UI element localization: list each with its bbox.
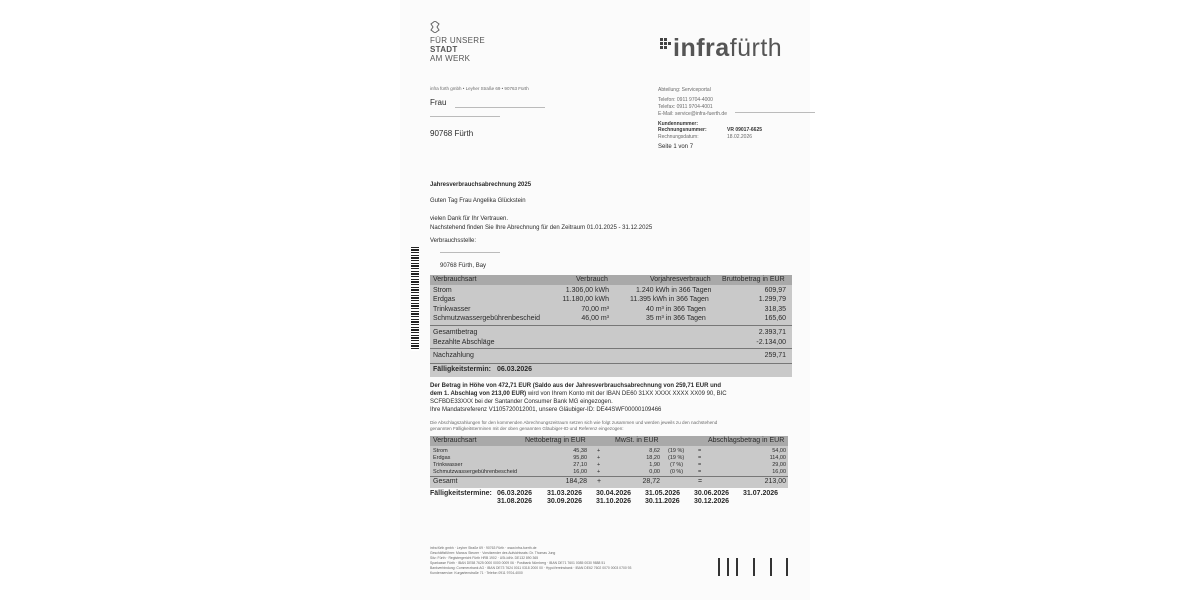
postal-mark-icon: [736, 558, 738, 576]
customer-no-label: Kundennummer:: [658, 121, 698, 127]
table-cell: 35 m³ in 366 Tagen: [646, 315, 706, 322]
installment-note-1: Die Abschlagszahlungen für den kommenden Abrechnungszeitraum setzen sich wie folgt zusammen und werden jeweils zu den nachstehend: [430, 420, 718, 425]
table-row: Strom: [433, 448, 448, 454]
invoice-no-value: VR 09017-6625: [727, 127, 763, 133]
inst-header-amount: Abschlagsbetrag in EUR: [708, 437, 785, 444]
table-cell: 11.180,00 kWh: [562, 296, 609, 303]
table-cell: =: [698, 455, 702, 461]
paid-label: Bezahlte Abschläge: [433, 339, 495, 346]
installment-note-2: genannten Fälligkeitsterminen mit der oben genannten Gläubiger-ID und Referenz eingezogen:: [430, 426, 624, 431]
installment-total-eq: =: [698, 478, 703, 485]
invoice-no-label: Rechnungsnummer:: [658, 127, 707, 133]
city-logo-icon: [430, 20, 440, 32]
table-cell: 54,00: [772, 448, 786, 454]
table-row: Trinkwasser: [433, 462, 463, 468]
table-cell: +: [597, 448, 601, 454]
inst-header-net: Nettobetrag in EUR: [525, 437, 586, 444]
table-cell: 16,00: [772, 469, 786, 475]
due-date: 31.10.2026: [596, 498, 632, 505]
installment-total-plus: +: [597, 478, 602, 485]
table-row: Schmutzwassergebührenbescheid: [433, 469, 518, 475]
inst-header-type: Verbrauchsart: [433, 437, 477, 444]
installment-total-vat: 28,72: [642, 478, 660, 485]
usage-header-prev: Vorjahresverbrauch: [650, 276, 711, 283]
table-cell: 11.395 kWh in 366 Tagen: [630, 296, 709, 303]
payment-line-4: Ihre Mandatsreferenz V1105720012001, unsere Gläubiger-ID: DE44SWF00000109466: [430, 407, 662, 413]
recipient-salutation: Frau: [430, 98, 447, 107]
table-cell: +: [597, 455, 601, 461]
table-cell: 1,90: [649, 462, 660, 468]
usage-header-usage: Verbrauch: [576, 276, 608, 283]
usage-header-gross: Bruttobetrag in EUR: [722, 276, 785, 283]
table-cell: 0,00: [649, 469, 660, 475]
due-date: 31.08.2026: [497, 498, 533, 505]
paid-value: -2.134,00: [756, 339, 786, 346]
installment-total-amount: 213,00: [764, 478, 786, 485]
table-cell: 1.240 kWh in 366 Tagen: [636, 287, 712, 294]
due-date: 31.07.2026: [743, 490, 779, 497]
invoice-date-label: Rechnungsdatum:: [658, 134, 699, 140]
fax: Telefax: 0911 9704-4001: [658, 104, 713, 110]
table-row: Erdgas: [433, 296, 456, 303]
payment-line-3: SCFBDE33XXX bei der Santander Consumer Bank MG eingezogen.: [430, 399, 613, 405]
intro-line-2: Nachstehend finden Sie Ihre Abrechnung für den Zeitraum 01.01.2025 - 31.12.2025: [430, 225, 653, 231]
table-cell: 165,60: [764, 315, 786, 322]
infra-logo-icon: [660, 38, 672, 52]
barcode-icon: [411, 247, 419, 351]
table-cell: 29,00: [772, 462, 786, 468]
table-cell: (19 %): [668, 448, 685, 454]
due-date: 30.11.2026: [645, 498, 680, 505]
table-row: Strom: [433, 287, 452, 294]
page-number: Seite 1 von 7: [658, 144, 694, 150]
payment-bold-1: Der Betrag in Höhe von 472,71 EUR (Saldo aus der Jahresverbrauchsabrechnung von 259,71 EUR und: [430, 383, 722, 389]
due-value: 259,71: [764, 352, 786, 359]
table-cell: +: [597, 462, 601, 468]
table-cell: 70,00 m³: [581, 306, 609, 313]
brand-name: infrafürth: [673, 34, 783, 62]
table-cell: 45,38: [573, 448, 587, 454]
recipient-city: 90768 Fürth: [430, 129, 474, 138]
table-cell: 18,20: [646, 455, 660, 461]
postal-mark-icon: [727, 558, 729, 576]
due-date: 30.04.2026: [596, 490, 632, 497]
table-cell: 95,80: [573, 455, 587, 461]
usage-header-type: Verbrauchsart: [433, 276, 477, 283]
postal-mark-icon: [770, 558, 772, 576]
table-cell: 114,00: [769, 455, 786, 461]
table-cell: =: [698, 448, 702, 454]
invoice-date-value: 18.02.2026: [727, 134, 753, 140]
due-label: Nachzahlung: [433, 352, 474, 359]
phone: Telefon: 0911 9704-4000: [658, 97, 713, 103]
table-row: Schmutzwassergebührenbescheid: [433, 315, 541, 322]
table-cell: 318,35: [764, 306, 786, 313]
table-cell: (19 %): [668, 455, 685, 461]
table-row: Trinkwasser: [433, 306, 471, 313]
table-cell: +: [597, 469, 601, 475]
sender-line: infra fürth gmbh • Leyher Straße 69 • 90763 Fürth: [430, 86, 529, 91]
due-date: 06.03.2026: [497, 490, 533, 497]
table-cell: 46,00 m³: [581, 315, 609, 322]
greeting: Guten Tag Frau Angelika Glückstein: [430, 198, 526, 204]
department: Abteilung: Serviceportal: [658, 87, 711, 93]
table-cell: 1.299,79: [758, 296, 786, 303]
postal-mark-icon: [753, 558, 755, 576]
installment-due-label: Fälligkeitstermine:: [430, 490, 492, 497]
table-cell: 1.306,00 kWh: [565, 287, 609, 294]
due-date: 30.09.2026: [547, 498, 583, 505]
due-date: 30.06.2026: [694, 490, 730, 497]
site-city: 90768 Fürth, Bay: [440, 263, 487, 269]
table-cell: 609,97: [764, 287, 786, 294]
installment-total-label: Gesamt: [433, 478, 458, 485]
total-label: Gesamtbetrag: [433, 329, 478, 336]
table-cell: 40 m³ in 366 Tagen: [646, 306, 706, 313]
table-cell: (0 %): [670, 469, 684, 475]
table-cell: 8,62: [649, 448, 660, 454]
table-cell: 16,00: [573, 469, 587, 475]
postal-mark-icon: [786, 558, 788, 576]
due-date: 30.12.2026: [694, 498, 730, 505]
intro-line-1: vielen Dank für Ihr Vertrauen.: [430, 216, 509, 222]
table-cell: (7 %): [670, 462, 684, 468]
inst-header-vat: MwSt. in EUR: [615, 437, 659, 444]
table-cell: =: [698, 462, 702, 468]
document-title: Jahresverbrauchsabrechnung 2025: [430, 182, 532, 188]
postal-mark-icon: [718, 558, 720, 576]
due-date: 31.03.2026: [547, 490, 583, 497]
payment-line-2: dem 1. Abschlag von 213,00 EUR) wird von Ihrem Konto mit der IBAN DE60 31XX XXXX XXXX XX09 90, BIC: [430, 391, 727, 397]
due-date-label: Fälligkeitstermin:: [433, 366, 491, 373]
due-date: 31.05.2026: [645, 490, 681, 497]
table-cell: 27,10: [573, 462, 587, 468]
email: E-Mail: service@infra-fuerth.de: [658, 111, 727, 117]
slogan-line-2: STADT: [430, 45, 458, 54]
installment-total-net: 184,28: [565, 478, 587, 485]
total-value: 2.393,71: [758, 329, 786, 336]
table-cell: =: [698, 469, 702, 475]
due-date-value: 06.03.2026: [497, 366, 533, 373]
site-label: Verbrauchsstelle:: [430, 238, 477, 244]
slogan-line-3: AM WERK: [430, 54, 471, 63]
slogan-line-1: FÜR UNSERE: [430, 36, 486, 45]
table-row: Erdgas: [433, 455, 451, 461]
footer: infra fürth gmbh · Leyher Straße 69 · 90763 Fürth · www.infra-fuerth.de Geschäftsführer: Marcus Steurer · Vorsitzender des Aufsichtsrats: Dr. Thomas Jung Sitz: Fürth · Registergericht Fürth HRB 1902 · USt-IdNr. DE132 890 365 Sparkasse Fürth · IBAN DE58 7625 0000 0000 0009 06 · Postbank Nürnberg · IBAN DE71 7601 0085 0030 9888 51 Bankverbindung: Commerzbank AG · IBAN DE73 7624 0011 0318 2000 00 · HypoVereinsbank · IBAN DE62 7602 0070 0003 0700 93 Kundenservice: Kurgartenstraße 71 · Telefon 0911 9704-4000: [430, 546, 632, 575]
